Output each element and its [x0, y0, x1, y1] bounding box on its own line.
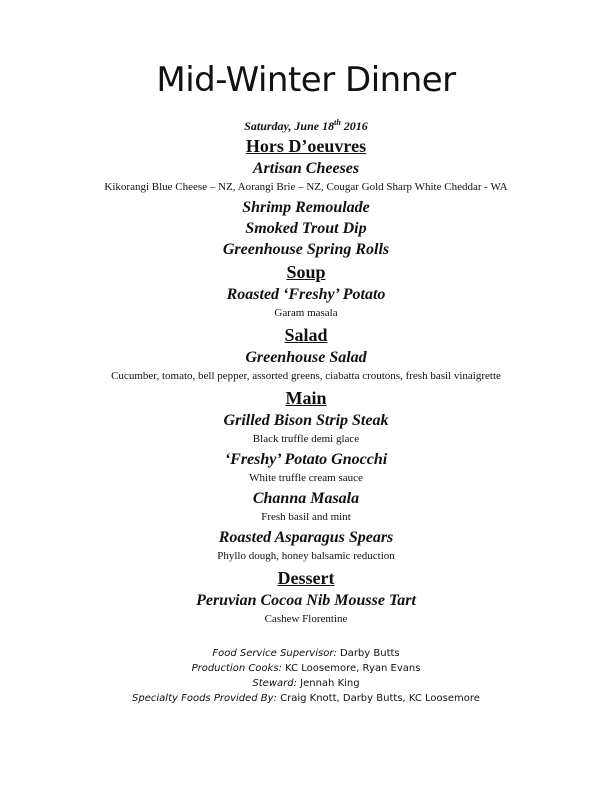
dish-greenhouse-spring-rolls: Greenhouse Spring Rolls: [222, 241, 390, 258]
credit-role: Production Cooks:: [191, 663, 282, 674]
event-date: [0, 118, 612, 134]
credit-role: Steward:: [252, 678, 297, 689]
dish-description: White truffle cream sauce: [249, 472, 363, 484]
dish-description: Fresh basil and mint: [261, 511, 351, 523]
dish-description: Kikorangi Blue Cheese – NZ, Aorangi Brie – NZ, Cougar Gold Sharp White Cheddar - WA: [104, 181, 508, 193]
section-salad-heading: Salad: [284, 325, 328, 345]
dish-smoked-trout-dip: Smoked Trout Dip: [245, 220, 367, 237]
credit-role: Food Service Supervisor:: [212, 648, 337, 659]
dish-description: Black truffle demi glace: [252, 433, 360, 445]
credit-names: KC Loosemore, Ryan Evans: [281, 663, 421, 674]
credit-line: [0, 661, 612, 676]
dish-peruvian-cocoa-nib-mousse-tart: Peruvian Cocoa Nib Mousse Tart: [196, 592, 416, 609]
dish-artisan-cheeses: Artisan Cheeses: [252, 160, 360, 177]
menu-title: Mid-Winter Dinner: [156, 60, 456, 100]
credit-names: Darby Butts: [336, 648, 400, 659]
dish-description: Cashew Florentine: [264, 613, 348, 625]
staff-credits: [0, 646, 612, 706]
dish-freshy-potato-gnocchi: ‘Freshy’ Potato Gnocchi: [224, 451, 388, 468]
date-suffix: th: [334, 118, 341, 127]
dish-grilled-bison-strip-steak: Grilled Bison Strip Steak: [223, 412, 389, 429]
section-dessert-heading: Dessert: [277, 568, 335, 588]
menu-body: [0, 134, 612, 629]
section-main-heading: Main: [285, 388, 327, 408]
credit-line: [0, 676, 612, 691]
credit-line: [0, 646, 612, 661]
dish-roasted-asparagus-spears: Roasted Asparagus Spears: [218, 529, 394, 546]
dish-description: Cucumber, tomato, bell pepper, assorted greens, ciabatta croutons, fresh basil vinaigrette: [111, 370, 501, 382]
dish-greenhouse-salad: Greenhouse Salad: [245, 349, 367, 366]
credit-line: [0, 691, 612, 706]
section-soup-heading: Soup: [286, 262, 326, 282]
credit-role: Specialty Foods Provided By:: [132, 693, 277, 704]
section-hors-doeuvres-heading: Hors D’oeuvres: [245, 136, 367, 156]
dish-shrimp-remoulade: Shrimp Remoulade: [242, 199, 370, 216]
credit-names: Craig Knott, Darby Butts, KC Loosemore: [276, 693, 480, 704]
dish-roasted-freshy-potato: Roasted ‘Freshy’ Potato: [226, 286, 386, 303]
dish-description: Phyllo dough, honey balsamic reduction: [217, 550, 395, 562]
dish-description: Garam masala: [274, 307, 338, 319]
date-prefix: Saturday, June 18: [244, 119, 335, 133]
date-year: 2016: [340, 119, 368, 133]
dish-channa-masala: Channa Masala: [252, 490, 360, 507]
credit-names: Jennah King: [296, 678, 360, 689]
